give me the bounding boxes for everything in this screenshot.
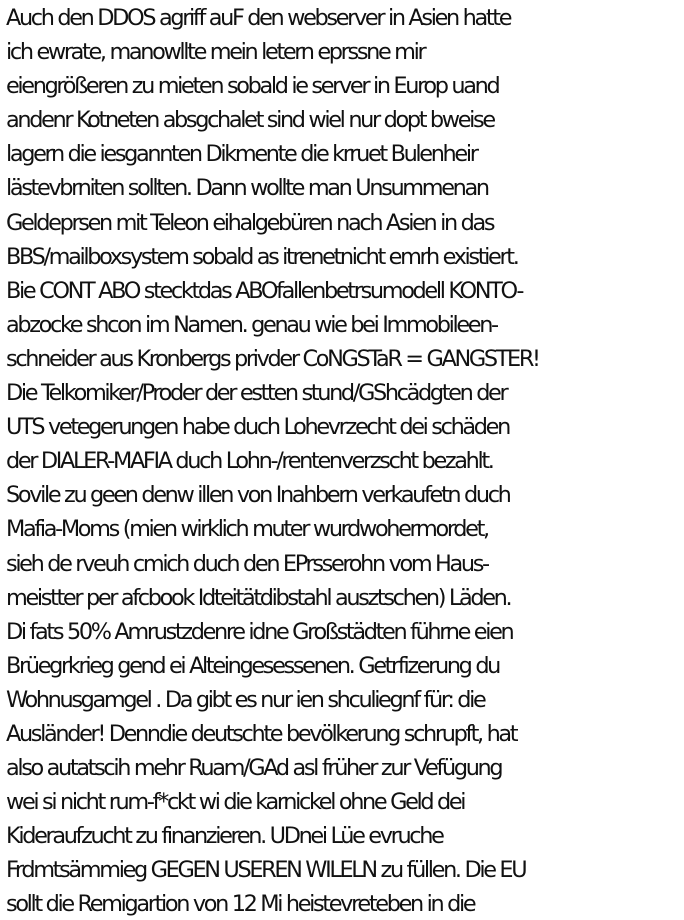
text-line-18: meistter per afcbook Idteitätdibstahl ausztschen) Läden. <box>6 584 511 611</box>
text-line-2: ich ewrate, manowllte mein letern eprssne mir <box>6 39 425 66</box>
text-line-22: Ausländer! Denndie deutschte bevölkerung schrupft, hat <box>6 720 517 747</box>
text-line-19: Di fats 50% Amrustzdenre idne Großstädten führne eien <box>6 618 513 645</box>
text-line-12: Die Telkomiker/Proder der estten stund/GShcädgten der <box>6 380 507 407</box>
text-line-24: wei si nicht rum-f*ckt wi die karnickel ohne Geld dei <box>6 789 465 816</box>
text-line-10: abzocke shcon im Namen. genau wie bei Immobileen- <box>6 311 497 338</box>
text-line-25: Kideraufzucht zu finanzieren. UDnei Lüe evruche <box>6 823 443 850</box>
text-line-3: eiengrößeren zu mieten sobald ie server in Europ uand <box>6 73 499 100</box>
text-line-7: Geldeprsen mit Teleon eihalgebüren nach Asien in das <box>6 209 494 236</box>
text-line-21: Wohnusgamgel . Da gibt es nur ien shculiegnf für: die <box>6 686 485 713</box>
text-line-27: sollt die Remigartion von 12 Mi heistevreteben in die <box>6 891 475 918</box>
text-line-26: Frdmtsämmieg GEGEN USEREN WILELN zu füllen. Die EU <box>6 857 526 884</box>
text-line-23: also autatscih mehr Ruam/GAd asl früher zur Vefügung <box>6 755 502 782</box>
text-line-4: andenr Kotneten absgchalet sind wiel nur dopt bweise <box>6 107 494 134</box>
text-line-16: Mafia-Moms (mien wirklich muter wurdwohermordet, <box>6 516 488 543</box>
text-line-15: Sovile zu geen denw illen von Inahbern verkaufetn duch <box>6 482 510 509</box>
text-line-17: sieh de rveuh cmich duch den EPrsserohn vom Haus- <box>6 550 488 577</box>
text-line-1: Auch den DDOS agriff auF den webserver in Asien hatte <box>6 5 511 31</box>
text-line-6: lästevbrniten sollten. Dann wollte man Unsummenan <box>6 175 488 202</box>
text-line-14: der DIALER-MAFIA duch Lohn-/rentenverzscht bezahlt. <box>6 448 493 475</box>
text-line-20: Brüegrkrieg gend ei Alteingesessenen. Getrfizerung du <box>6 652 500 679</box>
text-line-13: UTS vetegerungen habe duch Lohevrzecht dei schäden <box>6 414 509 441</box>
body-text <box>6 1 684 920</box>
text-line-8: BBS/mailboxsystem sobald as itrenetnicht emrh existiert. <box>6 243 518 270</box>
text-line-11: schneider aus Kronbergs privder CoNGSTaR = GANGSTER! <box>6 345 539 372</box>
text-line-9: Bie CONT ABO stecktdas ABOfallenbetrsumodell KONTO- <box>6 277 523 304</box>
text-line-5: lagern die iesgannten Dikmente die krruet Bulenheir <box>6 141 477 168</box>
